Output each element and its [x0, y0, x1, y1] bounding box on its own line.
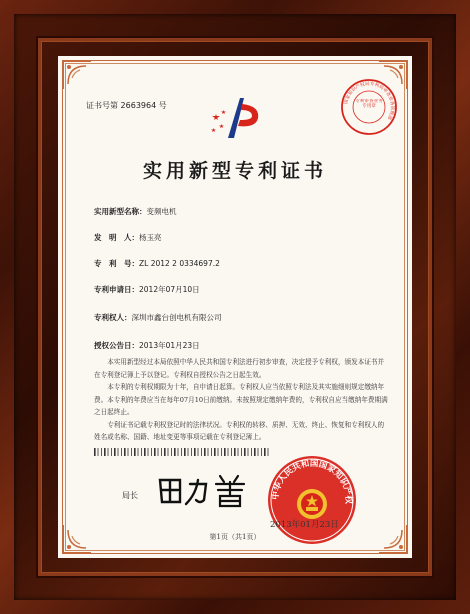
barcode-icon — [94, 448, 270, 456]
national-emblem-icon — [297, 489, 327, 519]
director-label: 局长 — [122, 491, 138, 500]
seal-ring-text: 国家知识产权局专利局审查业务管理部 — [344, 81, 395, 121]
field-grant-date: 授权公告日：2013年01月23日 — [94, 341, 200, 350]
certificate-title: 实用新型专利证书 — [142, 160, 327, 182]
number-label: 证书号第 — [86, 101, 118, 110]
field-application-date: 专利申请日：2012年07月10日 — [94, 285, 200, 294]
seal-center-text: 专利审查业务专用章 — [355, 99, 383, 110]
page-number: 第1页（共1页） — [209, 533, 261, 541]
body-paragraph: 本专利的专利权期限为十年，自申请日起算。专利权人应当依照专利法及其实施细则规定缴纳年费。本专利的年费应当在每年07月10日前缴纳。未按照规定缴纳年费的，专利权自应当缴纳年费期满之日起终止。 — [94, 383, 388, 416]
number-suffix: 号 — [158, 101, 167, 110]
seal-date: 2013年01月23日 — [270, 520, 339, 530]
red-seal-ring-text: 中华人民共和国国家知识产权 — [270, 458, 354, 505]
certificate-number — [86, 100, 167, 111]
body-paragraph: 本实用新型经过本局依照中华人民共和国专利法进行初步审查，决定授予专利权，颁发本证书并在专利登记簿上予以登记。专利权自授权公告之日起生效。 — [94, 358, 385, 379]
patent-office-logo-icon — [208, 94, 266, 140]
certificate-body — [94, 356, 388, 444]
corner-ornament-icon — [60, 58, 94, 92]
certificate-paper — [58, 56, 412, 558]
field-inventor: 发 明 人：杨玉亮 — [94, 233, 162, 242]
number-value: 2663964 — [120, 101, 157, 110]
field-patent-number: 专 利 号：ZL 2012 2 0334697.2 — [94, 259, 220, 268]
director-signature — [154, 470, 264, 510]
field-utility-model-name: 实用新型名称：变频电机 — [94, 207, 177, 216]
field-patentee: 专利权人：深圳市鑫台创电机有限公司 — [94, 313, 222, 322]
examination-seal — [340, 78, 398, 136]
body-paragraph: 专利证书记载专利权登记时的法律状况。专利权的转移、质押、无效、终止、恢复和专利权人的姓名或名称、国籍、地址变更等事项记载在专利登记簿上。 — [94, 420, 385, 441]
